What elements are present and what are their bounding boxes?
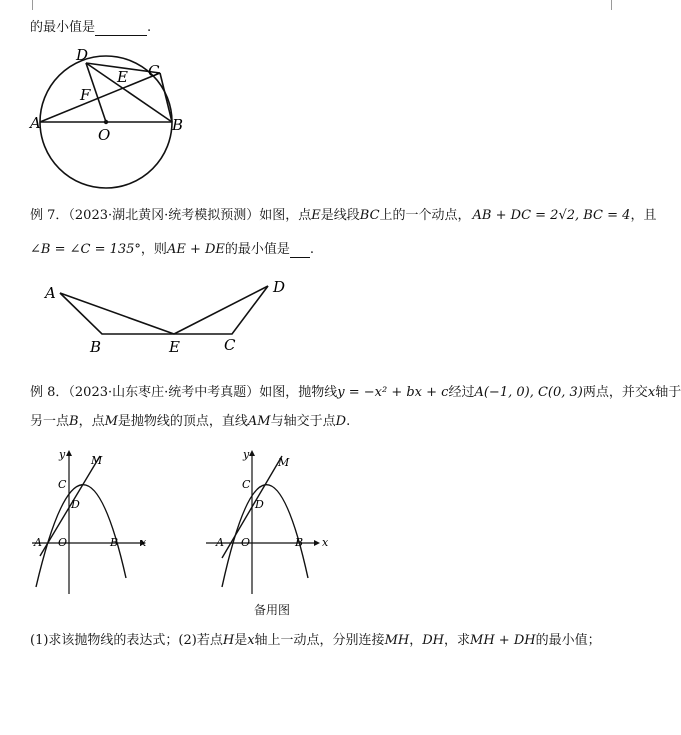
label-C: C xyxy=(224,336,236,354)
label-y: y xyxy=(243,448,250,461)
label-C: C xyxy=(242,478,251,491)
label-F: F xyxy=(80,86,91,104)
label-M: M xyxy=(91,454,103,467)
example-7-line-1: 例 7．（2023·湖北黄冈·统考模拟预测）如图，点E是线段BC上的一个动点， AB + DC = 2√2, BC = 4，且 xyxy=(30,208,657,223)
label-D: D xyxy=(255,498,264,511)
question-line: (1)求该抛物线的表达式；(2)若点H是x轴上一动点，分别连接MH，DH，求MH + DH的最小值； xyxy=(30,633,601,648)
example-8-line-1: 例 8．（2023·山东枣庄·统考中考真题）如图，抛物线y = −x² + bx + c经过A(−1, 0), C(0, 3)两点，并交x轴于 xyxy=(30,385,681,400)
figure-caption: 备用图 xyxy=(254,603,291,617)
label-B: B xyxy=(90,338,102,356)
label-B: B xyxy=(172,116,184,134)
example-7-line-2: ∠B = ∠C = 135°，则AE + DE的最小值是 . xyxy=(30,242,315,257)
label-A: A xyxy=(34,536,42,549)
label-x: x xyxy=(140,536,147,549)
answer-blank xyxy=(95,20,147,36)
corner-mark-left xyxy=(22,0,33,10)
label-O: O xyxy=(98,126,111,144)
label-B: B xyxy=(295,536,304,549)
label-E: E xyxy=(169,338,180,356)
figure-parabola-backup xyxy=(202,442,332,598)
label-D: D xyxy=(273,278,286,296)
label-D: D xyxy=(71,498,80,511)
text-line-1: 的最小值是 . xyxy=(30,20,152,35)
figure-parabola xyxy=(28,442,158,598)
label-C: C xyxy=(148,62,160,80)
label-A: A xyxy=(30,114,41,132)
corner-mark-right xyxy=(611,0,622,10)
label-x: x xyxy=(322,536,329,549)
label-B: B xyxy=(110,536,119,549)
label-A: A xyxy=(45,284,56,302)
label-A: A xyxy=(216,536,224,549)
example-8-line-2: 另一点B，点M是抛物线的顶点，直线AM与轴交于点D. xyxy=(30,414,351,429)
label-D: D xyxy=(76,46,89,64)
label-O: O xyxy=(58,536,68,549)
label-O: O xyxy=(241,536,251,549)
label-M: M xyxy=(278,456,290,469)
figure-quadrilateral xyxy=(40,278,300,360)
figure-circle xyxy=(30,40,200,170)
label-E: E xyxy=(117,68,128,86)
answer-blank-7 xyxy=(290,242,310,258)
label-y: y xyxy=(59,448,66,461)
label-C: C xyxy=(58,478,67,491)
